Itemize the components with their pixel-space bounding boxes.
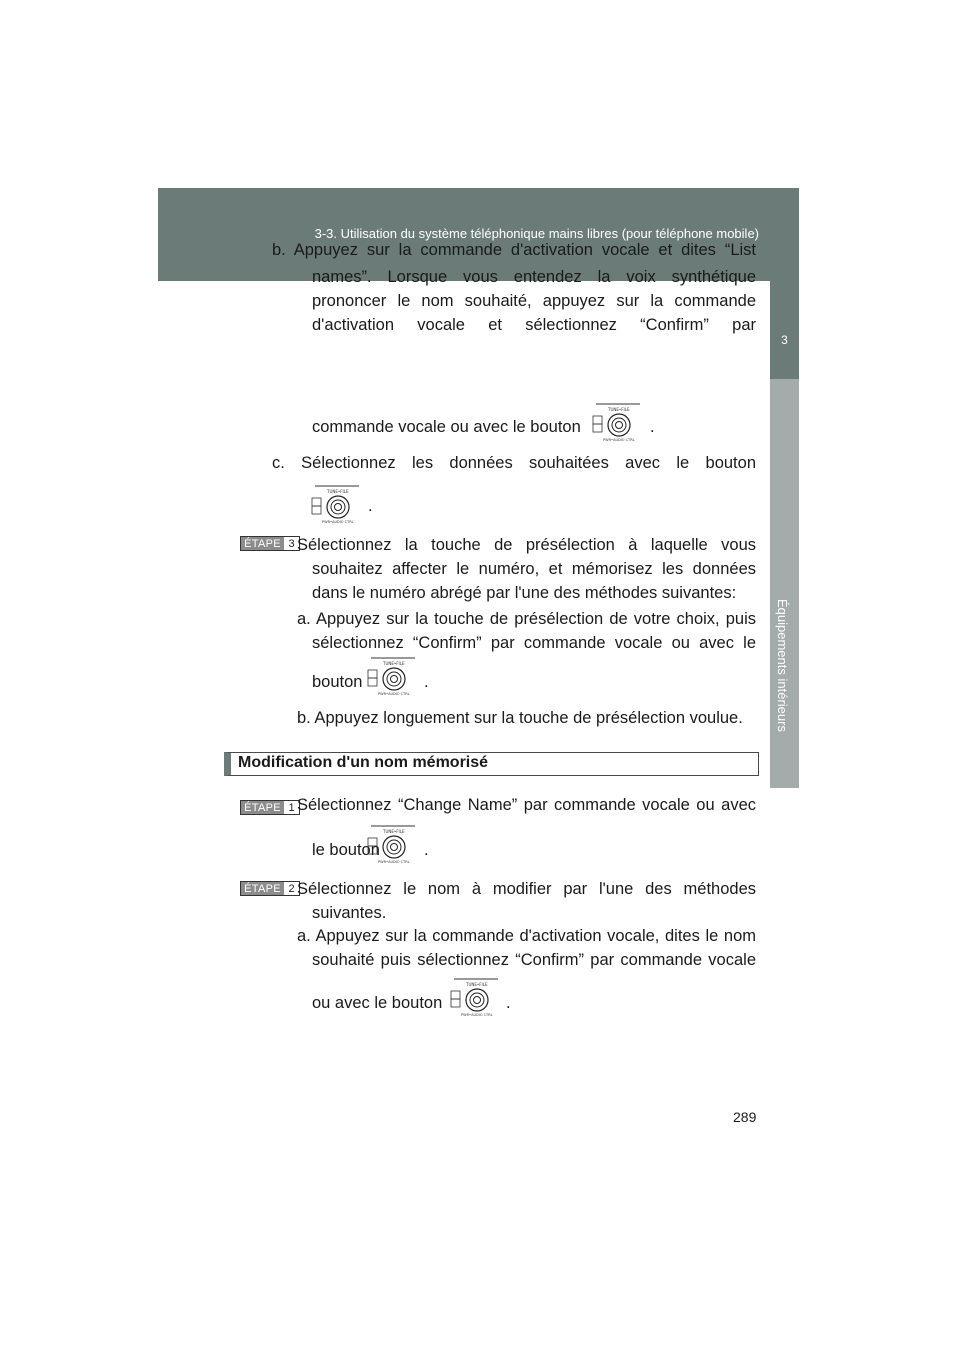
tune-file-knob-icon bbox=[592, 402, 644, 442]
step-1-first-line: Sélectionnez “Change Name” par commande vocale ou avec bbox=[297, 796, 756, 814]
period: . bbox=[368, 497, 373, 515]
step-2-badge bbox=[240, 881, 300, 896]
step-number: 2 bbox=[284, 882, 299, 895]
chapter-label: Équipements intérieurs bbox=[775, 599, 790, 732]
svg-text:PWR•AUDIO CTRL: PWR•AUDIO CTRL bbox=[603, 438, 635, 442]
section-heading bbox=[224, 752, 759, 776]
item-a3-last-line: ou avec le bouton bbox=[312, 994, 443, 1012]
item-a-first-line: a. Appuyez sur la touche de présélection de votre choix, puis bbox=[297, 610, 756, 628]
item-a3-second-line: souhaité puis sélectionnez “Confirm” par commande vocale bbox=[312, 951, 756, 969]
item-a-second-line: sélectionnez “Confirm” par commande vocale ou avec le bbox=[312, 634, 756, 652]
chapter-side-tab bbox=[770, 281, 799, 788]
tune-file-knob-icon bbox=[367, 656, 419, 696]
item-a3-first-line: a. Appuyez sur la commande d'activation vocale, dites le nom bbox=[297, 927, 756, 945]
chapter-number: 3 bbox=[770, 281, 799, 379]
item-b2-text: b. Appuyez longuement sur la touche de présélection voulue. bbox=[297, 709, 743, 727]
step-label: ÉTAPE bbox=[241, 882, 284, 895]
svg-text:PWR•AUDIO CTRL: PWR•AUDIO CTRL bbox=[322, 520, 354, 524]
page-number: 289 bbox=[733, 1109, 757, 1125]
svg-text:PWR•AUDIO CTRL: PWR•AUDIO CTRL bbox=[378, 692, 410, 696]
svg-text:PWR•AUDIO CTRL: PWR•AUDIO CTRL bbox=[461, 1013, 493, 1017]
tune-file-knob-icon bbox=[450, 977, 502, 1017]
svg-text:PWR•AUDIO CTRL: PWR•AUDIO CTRL bbox=[378, 860, 410, 864]
step-1-last-line: le bouton bbox=[312, 841, 380, 859]
step-number: 3 bbox=[284, 537, 299, 550]
period: . bbox=[506, 994, 511, 1012]
item-b-last-line: commande vocale ou avec le bouton bbox=[312, 418, 581, 436]
svg-text:TUNE•FILE: TUNE•FILE bbox=[608, 407, 630, 412]
step-3-text: Sélectionnez la touche de présélection à laquelle vous souhaitez affecter le numéro, et mémorisez les données dans le numéro abrégé par l'une des méthodes suivantes: bbox=[297, 536, 756, 602]
tune-file-knob-icon bbox=[311, 484, 363, 524]
section-header-title: 3-3. Utilisation du système téléphonique mains libres (pour téléphone mobile) bbox=[314, 226, 759, 241]
period: . bbox=[650, 418, 655, 436]
tune-file-knob-icon bbox=[367, 824, 419, 864]
item-b-body: names”. Lorsque vous entendez la voix synthétique prononcer le nom souhaité, appuyez sur la commande d'activation vocale et sélectionnez “Confirm” par bbox=[312, 268, 756, 334]
svg-text:TUNE•FILE: TUNE•FILE bbox=[383, 661, 405, 666]
item-a-last-line: bouton bbox=[312, 673, 363, 691]
step-2-text: Sélectionnez le nom à modifier par l'une des méthodes suivantes. bbox=[297, 880, 756, 922]
step-1-badge bbox=[240, 800, 300, 815]
item-b-first-line: b. Appuyez sur la commande d'activation vocale et dites “List bbox=[272, 241, 756, 259]
step-number: 1 bbox=[284, 801, 299, 814]
step-3-badge bbox=[240, 536, 300, 551]
period: . bbox=[424, 673, 429, 691]
svg-text:TUNE•FILE: TUNE•FILE bbox=[327, 489, 349, 494]
section-heading-title: Modification d'un nom mémorisé bbox=[238, 754, 489, 771]
svg-text:TUNE•FILE: TUNE•FILE bbox=[383, 829, 405, 834]
svg-text:TUNE•FILE: TUNE•FILE bbox=[466, 982, 488, 987]
step-label: ÉTAPE bbox=[241, 537, 284, 550]
period: . bbox=[424, 841, 429, 859]
item-c-text: c. Sélectionnez les données souhaitées avec le bouton bbox=[272, 454, 756, 472]
step-label: ÉTAPE bbox=[241, 801, 284, 814]
